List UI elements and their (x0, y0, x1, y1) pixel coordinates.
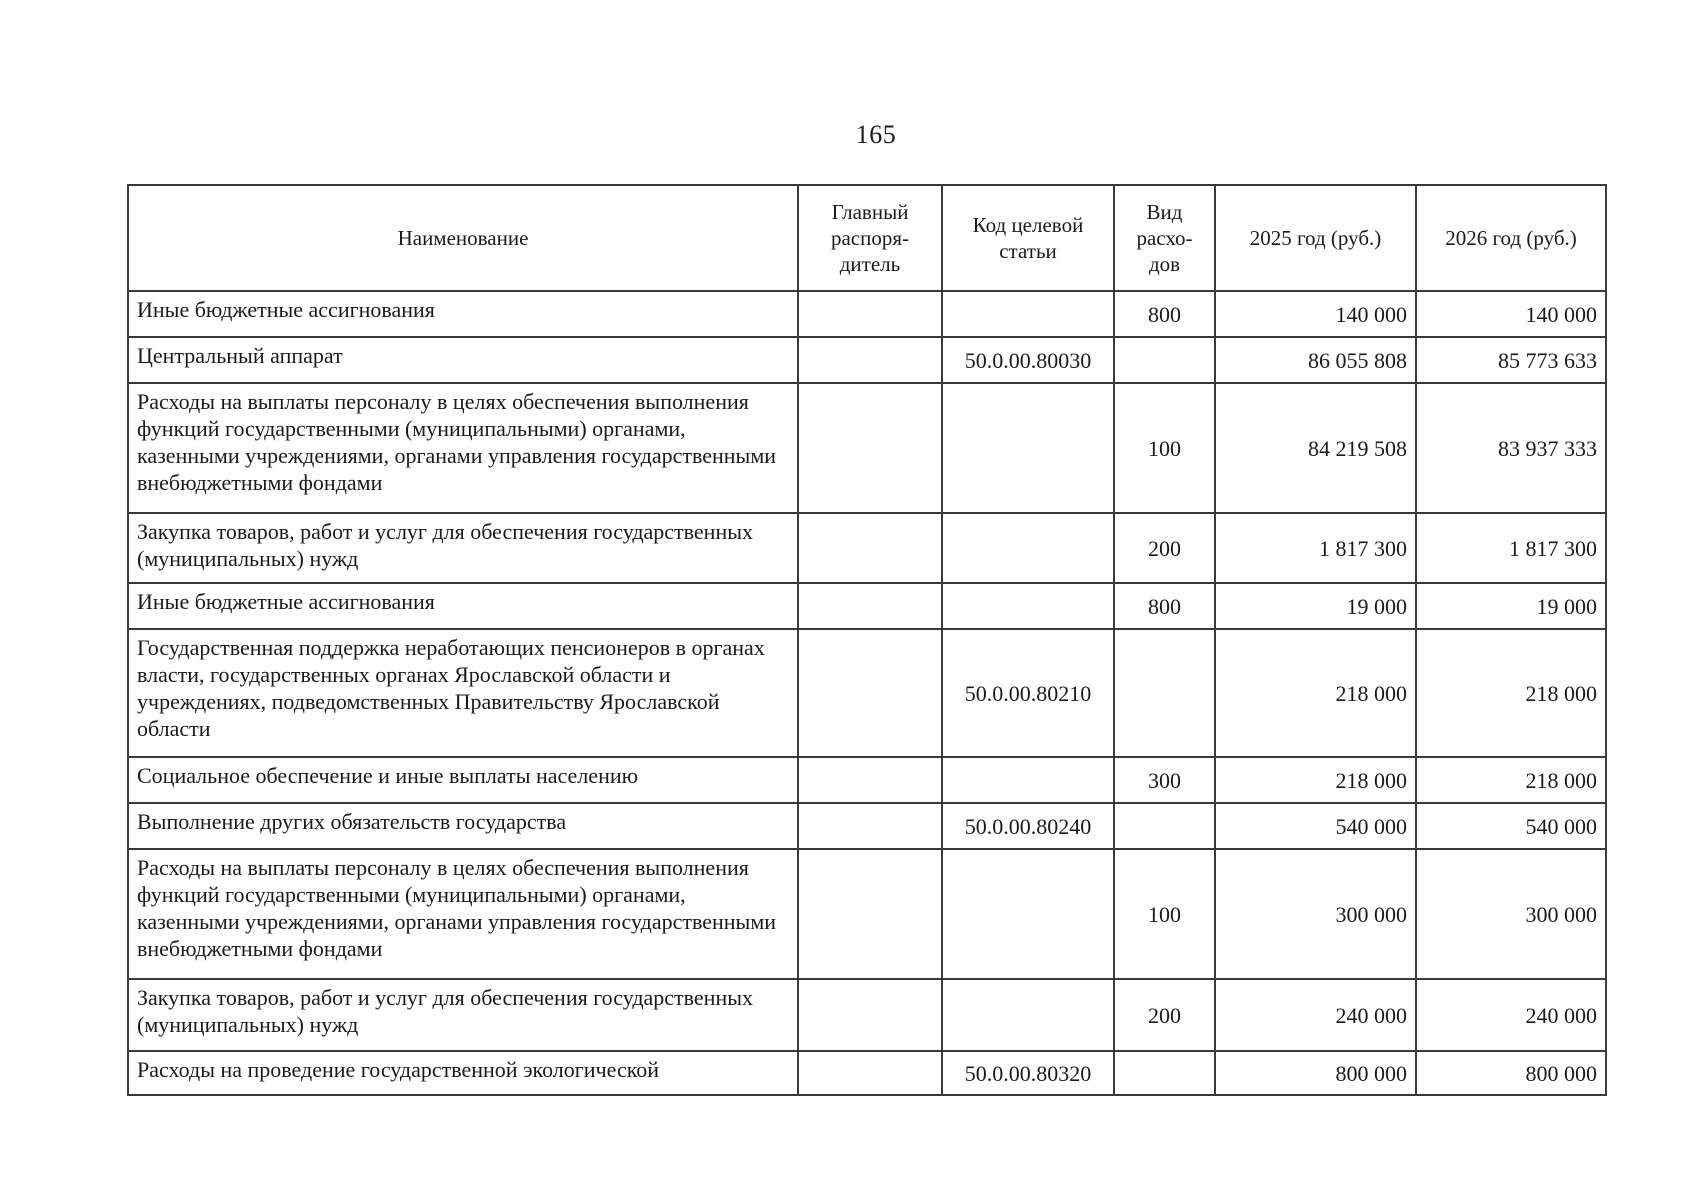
cell-code: 50.0.00.80210 (942, 629, 1114, 757)
cell-chief (798, 383, 942, 513)
cell-2026: 218 000 (1416, 757, 1606, 803)
cell-code: 50.0.00.80030 (942, 337, 1114, 383)
cell-name: Иные бюджетные ассигнования (128, 291, 798, 337)
table-row (128, 803, 1606, 849)
table-row (128, 583, 1606, 629)
cell-chief (798, 337, 942, 383)
cell-2026: 83 937 333 (1416, 383, 1606, 513)
cell-chief (798, 291, 942, 337)
cell-type: 300 (1114, 757, 1215, 803)
cell-code (942, 291, 1114, 337)
cell-2025: 19 000 (1215, 583, 1416, 629)
cell-code (942, 979, 1114, 1051)
header-code: Код целевой статьи (942, 185, 1114, 291)
cell-type (1114, 803, 1215, 849)
cell-2025: 218 000 (1215, 629, 1416, 757)
cell-chief (798, 513, 942, 583)
cell-name: Расходы на проведение государственной экологической (128, 1051, 798, 1095)
cell-chief (798, 849, 942, 979)
cell-type (1114, 337, 1215, 383)
cell-type: 800 (1114, 291, 1215, 337)
table-row (128, 979, 1606, 1051)
cell-2026: 540 000 (1416, 803, 1606, 849)
header-2026: 2026 год (руб.) (1416, 185, 1606, 291)
table-row (128, 291, 1606, 337)
cell-chief (798, 979, 942, 1051)
cell-2026: 300 000 (1416, 849, 1606, 979)
cell-type: 100 (1114, 849, 1215, 979)
cell-2025: 140 000 (1215, 291, 1416, 337)
cell-code (942, 849, 1114, 979)
cell-name: Выполнение других обязательств государства (128, 803, 798, 849)
cell-name: Центральный аппарат (128, 337, 798, 383)
cell-type: 100 (1114, 383, 1215, 513)
cell-name: Социальное обеспечение и иные выплаты населению (128, 757, 798, 803)
cell-2026: 240 000 (1416, 979, 1606, 1051)
table-row (128, 383, 1606, 513)
table-row (128, 337, 1606, 383)
cell-chief (798, 1051, 942, 1095)
cell-2026: 85 773 633 (1416, 337, 1606, 383)
table-row (128, 513, 1606, 583)
table-row (128, 849, 1606, 979)
cell-2025: 86 055 808 (1215, 337, 1416, 383)
cell-2026: 800 000 (1416, 1051, 1606, 1095)
cell-type: 200 (1114, 513, 1215, 583)
cell-name: Закупка товаров, работ и услуг для обеспечения государственных (муниципальных) нужд (128, 979, 798, 1051)
cell-code: 50.0.00.80320 (942, 1051, 1114, 1095)
header-type: Вид расхо-дов (1114, 185, 1215, 291)
cell-2026: 218 000 (1416, 629, 1606, 757)
table-header-row (128, 185, 1606, 291)
cell-code: 50.0.00.80240 (942, 803, 1114, 849)
cell-chief (798, 583, 942, 629)
cell-chief (798, 629, 942, 757)
header-name: Наименование (128, 185, 798, 291)
cell-code (942, 583, 1114, 629)
cell-2025: 300 000 (1215, 849, 1416, 979)
cell-type: 800 (1114, 583, 1215, 629)
page-number: 165 (855, 120, 897, 149)
cell-name: Иные бюджетные ассигнования (128, 583, 798, 629)
header-2025: 2025 год (руб.) (1215, 185, 1416, 291)
cell-code (942, 757, 1114, 803)
cell-2025: 240 000 (1215, 979, 1416, 1051)
cell-name: Расходы на выплаты персоналу в целях обеспечения выполнения функций государственными (муниципальными) органами, казенными учреждениями, органами управления государственными внебюджетными фондами (128, 849, 798, 979)
table-row (128, 757, 1606, 803)
header-chief: Главный распоря-дитель (798, 185, 942, 291)
cell-2025: 540 000 (1215, 803, 1416, 849)
cell-2026: 1 817 300 (1416, 513, 1606, 583)
cell-name: Расходы на выплаты персоналу в целях обеспечения выполнения функций государственными (муниципальными) органами, казенными учреждениями, органами управления государственными внебюджетными фондами (128, 383, 798, 513)
cell-type (1114, 629, 1215, 757)
cell-type (1114, 1051, 1215, 1095)
cell-2025: 218 000 (1215, 757, 1416, 803)
cell-2025: 800 000 (1215, 1051, 1416, 1095)
cell-2025: 1 817 300 (1215, 513, 1416, 583)
cell-2026: 19 000 (1416, 583, 1606, 629)
cell-name: Закупка товаров, работ и услуг для обеспечения государственных (муниципальных) нужд (128, 513, 798, 583)
table-row (128, 1051, 1606, 1095)
cell-2025: 84 219 508 (1215, 383, 1416, 513)
cell-name: Государственная поддержка неработающих пенсионеров в органах власти, государственных органах Ярославской области и учреждениях, подведомственных Правительству Ярославской области (128, 629, 798, 757)
cell-chief (798, 757, 942, 803)
budget-table (127, 184, 1607, 1096)
cell-chief (798, 803, 942, 849)
cell-type: 200 (1114, 979, 1215, 1051)
cell-code (942, 383, 1114, 513)
cell-code (942, 513, 1114, 583)
table-row (128, 629, 1606, 757)
cell-2026: 140 000 (1416, 291, 1606, 337)
